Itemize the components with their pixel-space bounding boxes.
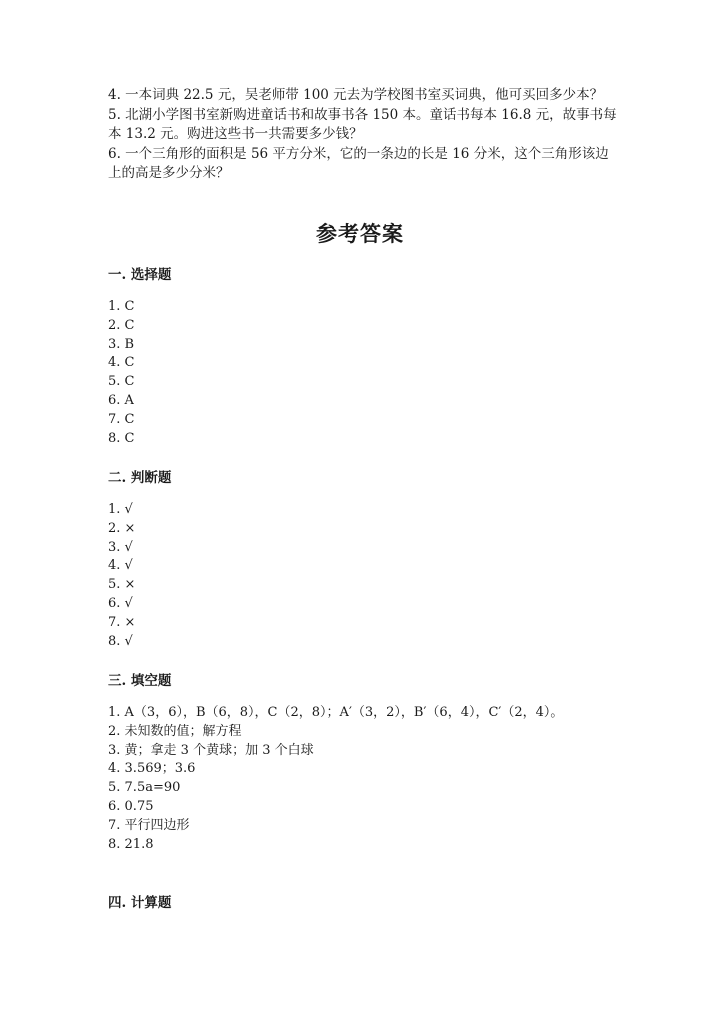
answer-row: 5. C [108, 374, 135, 390]
answer-key-title: 参考答案 [316, 221, 404, 246]
answer-row: 8. √ [108, 633, 133, 649]
answer-row: 7. C [108, 411, 135, 427]
answer-row: 8. 21.8 [108, 836, 154, 852]
problem-4: 4. 一本词典 22.5 元，吴老师带 100 元去为学校图书室买词典，他可买回多少本？ [108, 87, 604, 103]
answer-row: 6. A [108, 392, 134, 408]
answer-row: 4. 3.569；3.6 [108, 761, 196, 777]
section-heading-true-false: 二. 判断题 [108, 470, 172, 486]
answer-row: 1. A（3，6），B（6，8），C（2，8）；A′（3，2），B′（6，4），C′（2，4）。 [108, 705, 564, 720]
section-heading-calculation: 四. 计算题 [108, 895, 172, 911]
answer-row: 3. 黄；拿走 3 个黄球；加 3 个白球 [108, 742, 314, 758]
answer-row: 4. C [108, 355, 135, 371]
answer-row: 5. × [108, 577, 136, 593]
answer-row: 1. √ [108, 502, 133, 517]
answer-row: 4. √ [108, 558, 133, 574]
true-false-answers [108, 501, 620, 651]
answer-row: 2. C [108, 317, 135, 333]
answer-row: 7. 平行四边形 [108, 817, 190, 833]
fill-in-blank-answers [108, 704, 620, 854]
section-heading-fill-in-blank: 三. 填空题 [108, 673, 172, 689]
answer-row: 8. C [108, 430, 135, 446]
section-heading-multiple-choice: 一. 选择题 [108, 267, 172, 283]
multiple-choice-answers [108, 298, 620, 448]
answer-row: 6. 0.75 [108, 798, 154, 814]
answer-row: 1. C [108, 299, 135, 314]
word-problems [108, 86, 620, 184]
answer-row: 5. 7.5a=90 [108, 780, 181, 796]
answer-row: 3. B [108, 336, 135, 352]
answer-row: 3. √ [108, 539, 133, 555]
problem-6: 6. 一个三角形的面积是 56 平方分米，它的一条边的长是 16 分米，这个三角形该边上的高是多少分米？ [108, 145, 609, 181]
answer-row: 6. √ [108, 595, 133, 611]
answer-row: 7. × [108, 614, 136, 630]
answer-row: 2. × [108, 520, 136, 536]
answer-row: 2. 未知数的值；解方程 [108, 723, 242, 739]
problem-5: 5. 北湖小学图书室新购进童话书和故事书各 150 本。童话书每本 16.8 元，故事书每本 13.2 元。购进这些书一共需要多少钱？ [108, 106, 617, 142]
